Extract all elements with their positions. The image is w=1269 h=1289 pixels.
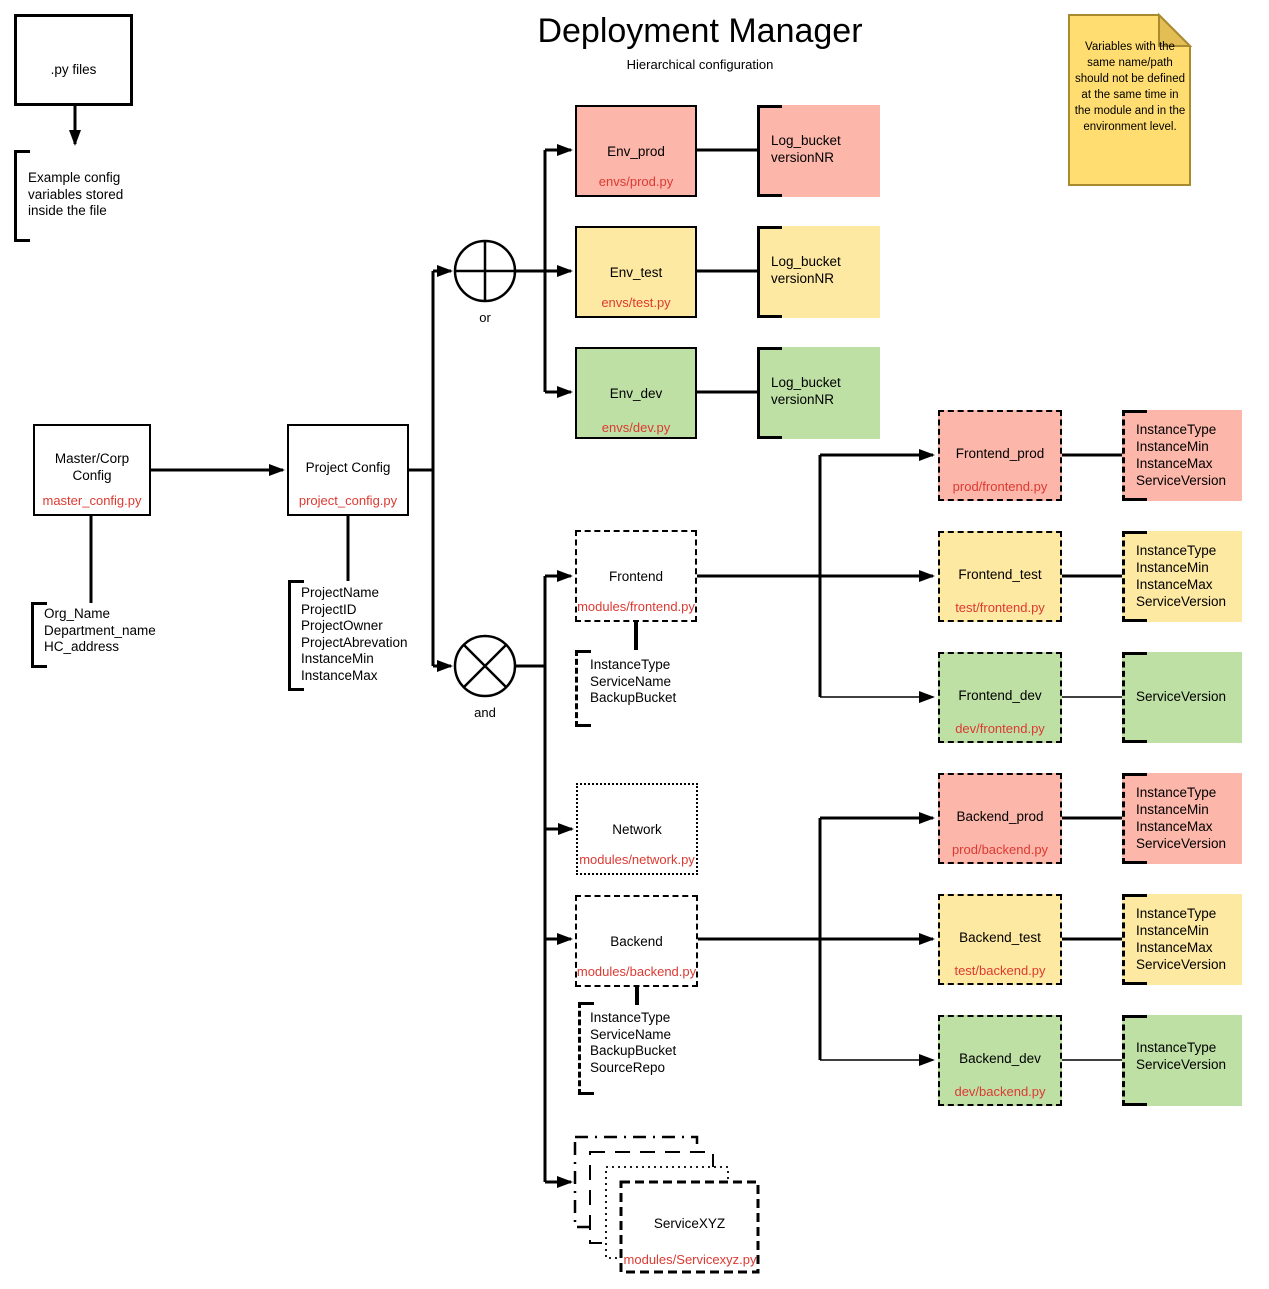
backend-env-vars-test [1122,894,1242,985]
frontend-vars-list [590,657,676,707]
var-line: InstanceType [1136,906,1217,921]
var-line: InstanceType [1136,1040,1217,1055]
project-vars-bracket [288,580,302,691]
vars-list [1136,905,1240,973]
module-node-servicexyz-file: modules/Servicexyz.py [623,1252,757,1267]
env-node-prod [575,105,697,197]
var-line: InstanceMin [301,651,374,666]
var-line: ProjectOwner [301,618,383,633]
backend-vars-list [590,1010,676,1076]
var-line: ServiceName [590,673,672,689]
page-title: Deployment Manager [537,12,863,50]
module-label: Backend [610,934,663,949]
module-file: modules/frontend.py [577,599,695,614]
frontend-env-node-dev [938,652,1062,743]
var-line: Org_Name [44,606,111,621]
var-line: ServiceVersion [1136,594,1227,609]
var-line: InstanceType [590,1010,671,1025]
backend-env-vars-dev [1122,1015,1242,1106]
master-vars-bracket [31,602,45,668]
or-gateway-label: or [479,310,491,325]
module-node-backend [575,895,698,987]
env-file: dev/backend.py [954,1084,1046,1099]
and-gateway-label: and [474,705,496,720]
example-note-bracket [14,150,28,242]
var-line: ServiceName [590,1026,672,1042]
var-line: ProjectID [301,601,357,617]
var-line: InstanceMin [1136,802,1209,817]
var-line: versionNR [771,150,835,165]
master-config-node [33,424,151,516]
var-line: ProjectName [301,585,380,600]
var-line: BackupBucket [590,1043,677,1058]
vars-list [1136,421,1240,489]
module-node-frontend [575,530,697,622]
env-label: Frontend_test [958,567,1042,582]
vars-list [1136,1039,1240,1073]
var-line: InstanceMax [1136,940,1213,955]
master-config-label: Master/Corp Config [54,451,130,483]
var-line: versionNR [771,392,835,407]
page-subtitle: Hierarchical configuration [626,57,774,72]
var-line: InstanceType [1136,543,1217,558]
env-vars-prod [757,105,880,197]
example-note: Example config variables stored inside the file [28,170,124,218]
module-node-servicexyz-label: ServiceXYZ [653,1216,726,1231]
frontend-env-node-prod [938,410,1062,501]
project-config-label: Project Config [305,460,391,475]
env-file: test/backend.py [954,963,1046,978]
var-line: ServiceVersion [1136,836,1227,851]
var-line: versionNR [771,271,835,286]
project-config-file: project_config.py [298,493,398,508]
var-line: InstanceMax [301,667,378,683]
var-line: InstanceType [1136,422,1217,437]
module-file: modules/network.py [579,852,695,867]
var-line: ServiceVersion [1136,689,1227,704]
env-label: Env_dev [609,386,663,401]
project-config-node [287,424,409,516]
backend-env-vars-prod [1122,773,1242,864]
env-file: test/frontend.py [955,600,1045,615]
var-line: ServiceVersion [1136,1057,1227,1072]
module-node-network [576,783,698,875]
module-label: Frontend [608,569,664,584]
module-file: modules/backend.py [576,964,697,979]
backend-env-node-test [938,894,1062,985]
frontend-env-node-test [938,531,1062,622]
env-vars-test [757,226,880,318]
env-file: dev/frontend.py [955,721,1045,736]
env-label: Frontend_prod [955,446,1045,461]
sticky-note-text: Variables with the same name/path should not be defined at the same time in the module and in the environment level. [1074,41,1186,133]
var-line: SourceRepo [590,1059,666,1075]
var-line: InstanceType [590,657,671,672]
var-line: Department_name [44,622,156,638]
var-line: Log_bucket [771,254,841,269]
env-file: prod/backend.py [951,842,1049,857]
env-label: Backend_prod [956,809,1044,824]
backend-env-node-dev [938,1015,1062,1106]
frontend-env-vars-prod [1122,410,1242,501]
var-line: ServiceVersion [1136,957,1227,972]
var-line: InstanceType [1136,785,1217,800]
env-label: Env_test [609,265,663,280]
var-line: Log_bucket [771,375,841,390]
env-vars-dev [757,347,880,439]
env-file: envs/dev.py [601,420,671,435]
var-line: ProjectAbrevation [301,634,408,650]
master-vars-list [44,606,156,656]
env-file: prod/frontend.py [952,479,1048,494]
vars-list [1136,688,1240,705]
frontend-env-vars-dev [1122,652,1242,743]
frontend-env-vars-test [1122,531,1242,622]
py-files-node [14,14,133,106]
var-line: InstanceMax [1136,456,1213,471]
var-line: BackupBucket [590,690,677,705]
var-line: Log_bucket [771,133,841,148]
module-label: Network [612,822,662,837]
env-file: envs/prod.py [598,174,674,189]
vars-list [771,132,878,166]
vars-list [1136,542,1240,610]
env-node-test [575,226,697,318]
var-line: InstanceMin [1136,439,1209,454]
var-line: ServiceVersion [1136,473,1227,488]
py-files-label: .py files [50,62,97,77]
env-node-dev [575,347,697,439]
env-label: Env_prod [607,144,665,159]
env-label: Backend_dev [959,1051,1041,1066]
var-line: InstanceMin [1136,923,1209,938]
var-line: InstanceMax [1136,819,1213,834]
project-vars-list [301,585,408,684]
var-line: InstanceMin [1136,560,1209,575]
vars-list [1136,784,1240,852]
master-config-file: master_config.py [42,493,142,508]
var-line: HC_address [44,639,120,654]
env-file: envs/test.py [601,295,671,310]
env-label: Frontend_dev [958,688,1042,703]
backend-env-node-prod [938,773,1062,864]
var-line: InstanceMax [1136,577,1213,592]
vars-list [771,253,878,287]
vars-list [771,374,878,408]
env-label: Backend_test [959,930,1041,945]
